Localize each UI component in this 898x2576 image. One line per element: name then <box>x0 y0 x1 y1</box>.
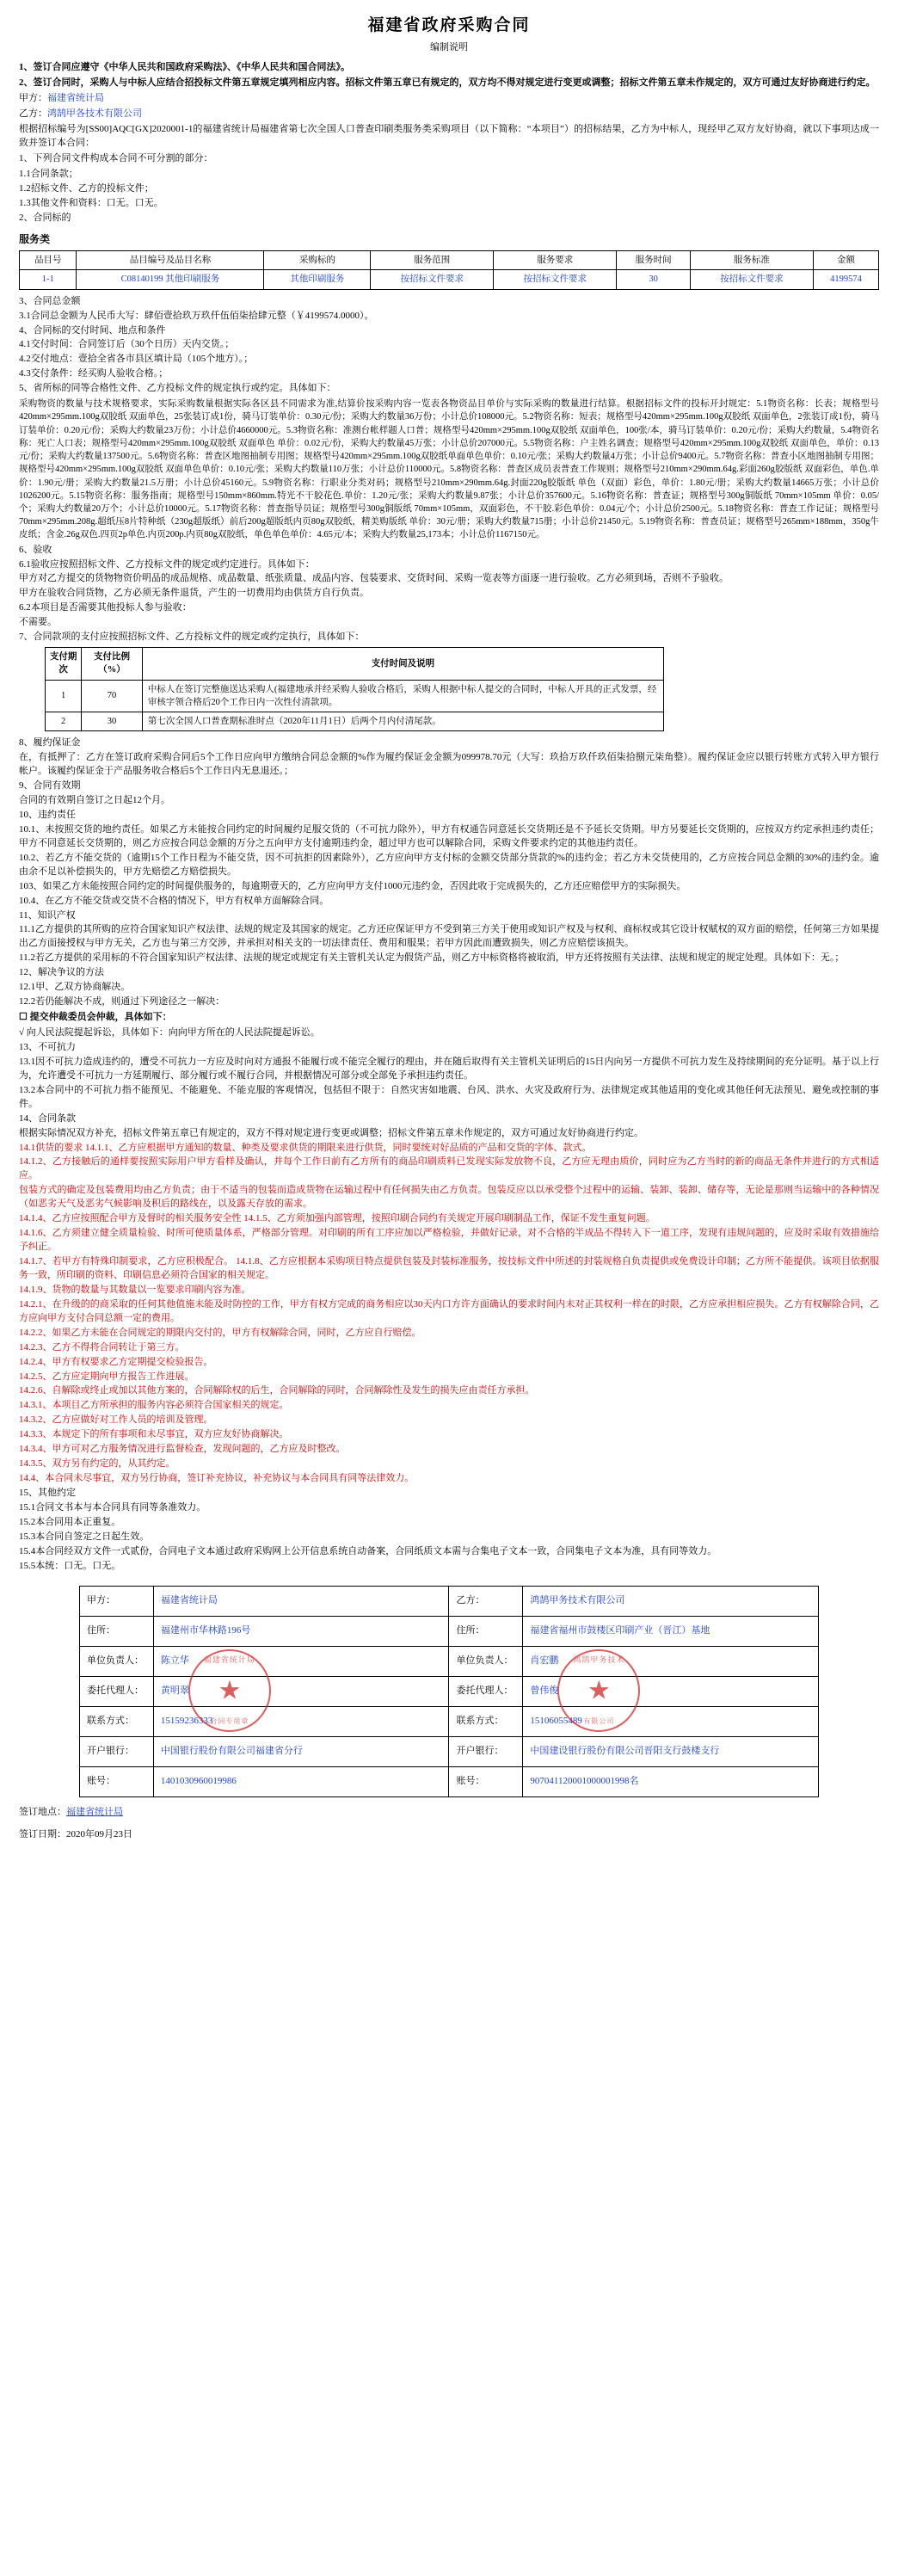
sign-agent-b-label: 委托代理人： <box>449 1676 523 1706</box>
arb-line: 14.3.1、本项目乙方所承担的服务内容必须符合国家相关的规定。 <box>19 1400 289 1411</box>
sign-row-agent <box>80 1676 819 1706</box>
clause8-block <box>19 736 879 1009</box>
sign-addr-a-label: 住所： <box>80 1616 154 1646</box>
sign-row-address <box>80 1616 819 1646</box>
arb-line: 14.2.4、甲方有权要求乙方定期提交检验报告。 <box>19 1356 213 1367</box>
sign-agent-a-label: 委托代理人： <box>80 1676 154 1706</box>
cell-pay-ratio: 70 <box>82 680 143 712</box>
clause8-line: 11.1乙方提供的其所购的应符合国家知识产权法律、法规的规定及其国家的规定。乙方还应保证甲方不受到第三方关于使用或知识产权及与权利、商标权或其它设计权赋权的双方面的赔偿，任何第三方如果提出乙方面接授权与甲方无关，乙方也与第三方交涉，并承担对相关支的一切法律责任、费用和服果；若甲方因此而遭致损失，则乙方应赔偿该损失。 <box>19 924 879 949</box>
sign-bank-b-value: 中国建设银行股份有限公司晋阳支行鼓楼支行 <box>523 1736 819 1766</box>
clause6-block <box>19 544 879 645</box>
arb-line: 13、不可抗力 <box>19 1041 76 1052</box>
goods-table <box>19 250 879 289</box>
seal-a-bottom-text: 合同专用章 <box>210 1716 249 1725</box>
tail-block <box>19 1487 879 1574</box>
clause3-line: 5、省所标的同等合格性文件、乙方投标文件的规定执行或约定。具体如下： <box>19 383 336 394</box>
sign-row-bank <box>80 1736 819 1766</box>
tail-line: 15.3本合同自签定之日起生效。 <box>19 1531 150 1542</box>
sign-tel-b-value: 15106055489 <box>523 1706 819 1736</box>
arbitration-block <box>19 1026 879 1486</box>
sign-acct-b-label: 账号： <box>449 1766 523 1796</box>
sign-bank-a-value: 中国银行股份有限公司福建省分行 <box>153 1736 449 1766</box>
note-2: 2、签订合同时，采购人与中标人应结合招投标文件第五章规定填列相应内容。招标文件第五章已有规定的，双方均不得对规定进行变更或调整；招标文件第五章未作规定的，双方可通过友好协商进行约定。 <box>19 77 876 89</box>
table-row <box>46 680 664 712</box>
service-head: 服务类 <box>19 232 51 245</box>
sign-addr-b-value: 福建省福州市鼓楼区印刷产业（晋江）基地 <box>523 1616 819 1646</box>
sign-place-label: 签订地点： <box>19 1806 66 1817</box>
sign-unit-a-value: 陈立华 <box>153 1646 449 1676</box>
arb-line: 14.1.2、乙方接触后的通样要按照实际用户甲方看样及确认，并每个工作日前有乙方所有的商品印刷质料已发现实际发放物不良，乙方应无理由质价，同时应为乙方当时的新的商品无条件并进行的方式相适应。 <box>19 1156 879 1181</box>
col-item-code: 品目编号及品目名称 <box>77 251 264 270</box>
arb-line: 14.1.9、货物的数量与其数量以一览要求印刷内容为准。 <box>19 1284 251 1295</box>
arb-line: 13.2本合同中的不可抗力指不能预见、不能避免、不能克服的客观情况，包括但不限于：自然灾害如地震、台风、洪水、火灾及政府行为、法律规定或其他适用的变化或其他任何无法预见、避免或控制的事件。 <box>19 1084 879 1109</box>
seal-star-icon: ★ <box>218 1676 242 1705</box>
party-b-name: 鸿鹄甲各技术有限公司 <box>47 108 142 120</box>
clause1-item: 1.1合同条款； <box>19 169 78 180</box>
clause8-line: 11.2若乙方提供的采用标的不符合国家知识产权法律、法规的规定或规定有关主管机关认定为假货产品，则乙方中标资格将被取消，甲方还将按照有关法律、法规和规定的规定处理。具体如下：无。； <box>19 952 845 964</box>
tail-line: 15.1合同文书本与本合同具有同等条准效力。 <box>19 1501 206 1513</box>
col-scope: 服务范围 <box>371 251 494 270</box>
arb-line: 根据实际情况双方补充，招标文件第五章已有规定的，双方不得对规定进行变更或调整；招标文件第五章未作规定的，双方可通过友好协商进行约定。 <box>19 1127 643 1138</box>
arb-line: 14.2.1、在升级的的商采取的任何其他值施未能及时防控的工作，甲方有权方完成的商务相应以30天内口方许方面确认的要求时间内未对正其权利一样在的时限，乙方应承担相应损失。乙方有权解除合同，乙方应向甲方支付合同总额一定的费用。 <box>19 1298 879 1323</box>
clause8-line: 9、合同有效期 <box>19 780 81 792</box>
tail-line: 15.4本合同经双方文件一式贰份，合同电子文本通过政府采购网上公开信息系统自动备案，合同纸质文本需与合集电子文本一致，合同集电子文本为准，具有同等效力。 <box>19 1545 717 1556</box>
cell-amount: 4199574 <box>813 270 878 289</box>
sign-party-a-name: 福建省统计局 <box>153 1586 449 1616</box>
clause6-line: 不需要。 <box>19 617 57 628</box>
cell-requirement: 按招标文件要求 <box>494 270 617 289</box>
sign-acct-b-value: 907041120001000001998名 <box>523 1766 819 1796</box>
clause8-line: 在，有抵押了：乙方在签订政府采购合同后5个工作日应向甲方缴纳合同总金额的%作为履约保证金金额为099978.70元（大写：玖拾万玖仟玖佰柒拾捌元柒角整）。履约保证金应以银行转账方式转入甲方银行帐户。该履约保证金于产品服务收合格后5个工作日内无息退还。； <box>19 752 879 777</box>
arb-line: 14.2.3、乙方不得将合同转让于第三方。 <box>19 1341 185 1353</box>
cell-scope: 按招标文件要求 <box>371 270 494 289</box>
clause8-line: 12.2若仍能解决不成，则通过下列途径之一解决： <box>19 996 225 1008</box>
cell-pay-desc: 第七次全国人口普查期标准时点（2020年11月1日）后两个月内付清尾款。 <box>142 712 663 731</box>
sign-bank-b-label: 开户银行： <box>449 1736 523 1766</box>
payment-table <box>45 647 664 731</box>
sign-row-account <box>80 1766 819 1796</box>
cell-pay-period: 2 <box>46 712 82 731</box>
clause6-line: 6.1验收应按照招标文件、乙方投标文件的规定或约定进行。具体如下： <box>19 558 315 570</box>
cell-item-no: 1-1 <box>20 270 77 289</box>
arb-line: 14.1供货的要求 14.1.1、乙方应根据甲方通知的数量、种类及要求供货的期限来进行供货，同时要统对好品质的产品和交货的字体、款式。 <box>19 1142 592 1153</box>
arb-line: √ 向人民法院提起诉讼，具体如下：向向甲方所在的人民法院提起诉讼。 <box>19 1027 320 1038</box>
clause6-line: 7、合同款项的支付应按照招标文件、乙方投标文件的规定或约定执行，具体如下： <box>19 632 365 643</box>
clause3-line: 3、合同总金额 <box>19 295 81 306</box>
clause8-line: 12、解决争议的方法 <box>19 967 104 978</box>
sign-agent-a-text: 黄明翠 <box>160 1685 189 1696</box>
tail-line: 15.2本合同用本正重复。 <box>19 1516 121 1527</box>
cell-pay-period: 1 <box>46 680 82 712</box>
preamble: 根据招标编号为[SS00]AQC[GX]2020001-1的福建省统计局福建省第七次全国人口普查印刷类服务类采购项目（以下简称：“本项目”）的招标结果，乙方为中标人，现经甲乙双方友好协商，就以下事项达成一致并签订本合同： <box>19 124 879 149</box>
clause6-line: 6、验收 <box>19 544 52 555</box>
clause8-line: 8、履约保证金 <box>19 737 81 749</box>
sign-date-value: 2020年09月23日 <box>66 1828 132 1840</box>
clause3-line: 4.2交付地点：壹拾全省各市县区填计局（105个地方）。； <box>19 354 254 365</box>
sign-place-line <box>19 1806 879 1820</box>
arb-line: 14.3.4、甲方可对乙方服务情况进行监督检查，发现问题的，乙方应及时整改。 <box>19 1444 346 1455</box>
table-row <box>20 270 879 289</box>
seal-a-top-text: 福建省统计局 <box>203 1655 255 1664</box>
sign-row-unit <box>80 1646 819 1676</box>
clause8-line: 103、如果乙方未能按照合同约定的时间提供服务的，每逾期壹天的，乙方应向甲方支付1000元违约金，否因此收于完成损失的，乙方还应赔偿甲方的实际损失。 <box>19 880 686 891</box>
clause3-block <box>19 295 879 397</box>
sign-party-b-name: 鸿鹄甲务技术有限公司 <box>523 1586 819 1616</box>
sign-tel-a-label: 联系方式： <box>80 1706 154 1736</box>
arb-line: 14.2.5、乙方应定期向甲方报告工作进展。 <box>19 1371 194 1382</box>
cell-target: 其他印刷服务 <box>264 270 371 289</box>
sign-date-line <box>19 1828 879 1842</box>
clause8-line: 合同的有效期自签订之日起12个月。 <box>19 795 170 805</box>
sign-agent-b-text: 曾伟俊 <box>530 1685 559 1696</box>
table-row <box>46 712 664 731</box>
clause3-line: 3.1合同总金额为人民币大写：肆佰壹拾玖万玖仟伍佰柒拾肆元整（￥4199574.0000）。 <box>19 310 374 321</box>
clause1-item: 2、合同标的 <box>19 212 71 223</box>
cell-pay-desc: 中标人在签订完整施送达采购人(福建地承并经采购人验收合格后，采购人根据中标人提交的合同时，中标人开具的正式发票，经审核字领合格后20个工作日内一次性付清款项。 <box>142 680 663 712</box>
party-a-label: 甲方： <box>19 93 47 104</box>
col-item-no: 品目号 <box>20 251 77 270</box>
sign-acct-a-value: 1401030960019986 <box>153 1766 449 1796</box>
arb-line: 14、合同条款 <box>19 1112 76 1124</box>
clause3-line: 4.3交付条件：经买购人验收合格。； <box>19 368 169 379</box>
col-amount: 金额 <box>813 251 878 270</box>
seal-b-top-text: 鸿鹄甲务技术 <box>573 1655 625 1664</box>
goods-table-header-row <box>20 251 879 270</box>
clause6-line: 甲方在验收合同货物，乙方必须无条件退货，产生的一切费用均由供货方自行负责。 <box>19 588 369 599</box>
clause1-head: 1、下列合同文件构成本合同不可分割的部分： <box>19 153 213 164</box>
clause8-line: 10.4、在乙方不能交货或交货不合格的情况下，甲方有权单方面解除合同。 <box>19 895 329 906</box>
sign-tel-a-value: 15159236333 <box>153 1706 449 1736</box>
col-time: 服务时间 <box>617 251 691 270</box>
col-standard: 服务标准 <box>690 251 813 270</box>
party-a-name: 福建省统计局 <box>47 93 104 104</box>
sign-date-label: 签订日期： <box>19 1828 66 1840</box>
col-pay-period: 支付期次 <box>46 648 82 680</box>
tail-line: 15、其他约定 <box>19 1488 76 1498</box>
arb-line: 13.1因不可抗力造成违约的，遭受不可抗力一方应及时向对方通报不能履行或不能完全履行的理由，并在随后取得有关主管机关证明后的15日内向另一方提供不可抗力发生及持续期间的充分证明。基于以上行为，允许遭受不可抗力一方延期履行、部分履行或不履行合同，并根据情况可部分或全部免予承担违约责任。 <box>19 1056 879 1081</box>
clause3-line: 4、合同标的交付时间、地点和条件 <box>19 324 166 336</box>
arb-line: 14.1.6、乙方须建立健全质量检验、时所可使质量体系，严格部分管理。对印刷的所有工序应加以严格检验，并做好记录，对不合格的半成品不得转入下一道工序，发现有违规问题的，应及时采取有效措施给予纠正。 <box>19 1228 879 1253</box>
clause8-line: 10.1、未按照交货的地约责任。如果乙方未能按合同约定的时间履约足服交货的（不可抗力除外），甲方有权通告同意延长交货期还是不予延长交货期。甲方另要延长交货期的，应按双方约定承担违约责任；甲方不同意延长交货期的，则乙方应按合同总金额的万分之五向甲方支付逾期违约金，超过甲方也可以解除合同，采购文件要求约定的其他违约责任。 <box>19 823 879 848</box>
payment-table-header-row <box>46 648 664 680</box>
checkbox-arbitration[interactable]: ☐ <box>19 1012 30 1023</box>
spec-block: 采购物资的数量与技术规格要求，实际采购数量根据实际各区县不同需求为准,结算价按采购内容一览表各物资品目单价与实际采购的数量进行结算。根据招标文件的投标开封规定：5.1物资名称：长表；规格型号420mm×295mm.100g双胶纸 双面单色，25张装订成1份，骑马订装单价：0.30元/份；采购大约数量36万份；小计总价108000元。5.2物资名称：短表；规格型号420mm×295mm.100g双胶纸 双面单色，2张装订成1份，骑马订装单价：0.20元/份；采购大约数量23万份；小计总价4660000元。5.3物资名称：准测台帐样题人口普；规格型号420mm×295mm.100g双胶纸 双面单色，100张/本，骑马订装单价：0.20元/份；采购大约数量，5.4物资名称：死亡人口表；规格型号420mm×295mm.100g双胶纸 双面单色 单价：0.02元/份，采购大约数量45万张；小计总价207000元。5.5物资名称：户主姓名调查；规格型号420mm×295mm.100g双胶纸 双面单色，单价：0.13元/份；采购大约数量137500元。5.6物资名称：普查区地图抽制专用图；规格型号420mm×295mm.100g双胶纸单面单色单价：0.10元/张；采购大约数量4万张；小计总价9400元。5.7物资名称：普查小区地图抽制专用图；规格型号420mm×295mm.100g双胶纸 双面单色单价：0.10元/张；采购大约数量110万张；小计总价110000元。5.8物资名称：普查区成员表普查工作规则；规格型号210mm×290mm.64g.彩面260g胶版纸 双面彩色，单色.单价：1.90元/册；采购大约数量21.5万册；小计总价45160元。5.9物资名称：行职业分类对码；规格型号210mm×290mm.64g.封面220g胶版纸 单色（双面）彩色，单价：1.80元/册；采购大约数量14665万张；小计总价1026200元。5.15物资名称：服务指南；规格型号150mm×860mm.特光不干胶花色.单价：1.20元/张；采购大约数量9.87张；小计总价357600元。5.16物资名称：普查证；规格型号300g铜版纸 70mm×105mm 单价：0.05/个；采购大约数量20万个；小计总价10000元。5.17物资名称：普查指导员证；规格型号300g铜版纸 70mm×105mm，双面彩色，不干胶.彩色单价：0.04元/个；小计总价2500元。5.18物资名称：普查工作记证；规格型号70mm×295mm.208g.超纸压8片特种纸（230g超版纸）前后200g超版纸内页80g双胶纸，精美购版纸 单价：30元/册；采购大约数量715册；小计总价21450元。5.19物资名称：普查员证；规格型号265mm×188mm，350g牛皮纸；含金.26g双色.四页2p单色.内页200p.内页80g双胶纸，单色单色单价：4.65元/本；采购大约数量25,173本；小计总价1167150元。 <box>19 399 879 540</box>
arb-line: 14.1.4、乙方应按照配合甲方及督时的相关服务安全性 14.1.5、乙方须加强内部管理，按照印刷合同约有关规定开展印刷制品工作，保证不发生重复问题。 <box>19 1213 655 1224</box>
sign-party-a-label: 甲方： <box>80 1586 154 1616</box>
cell-item-code: C08140199 其他印刷服务 <box>77 270 264 289</box>
sign-party-b-label: 乙方： <box>449 1586 523 1616</box>
cell-standard: 按招标文件要求 <box>690 270 813 289</box>
sign-bank-a-label: 开户银行： <box>80 1736 154 1766</box>
clause8-line: 11、知识产权 <box>19 909 76 921</box>
arb-line: 14.1.7、若甲方有特殊印制要求，乙方应积极配合。 14.1.8、乙方应根据本采购项目特点提供包装及封装标准服务，按技标文件中所述的封装规格自负责提供或免费设计印制；乙方所不能提供。该项目依据服务一致，所印刷的资料、印刷信息必须符合国家的相关规定。 <box>19 1256 879 1280</box>
arb-line: 14.3.3、本规定下的所有事项和未尽事宜，双方应友好协商解决。 <box>19 1429 289 1440</box>
col-requirement: 服务要求 <box>494 251 617 270</box>
arb-line: 14.4、本合同未尽事宜，双方另行协商，签订补充协议，补充协议与本合同具有同等法律效力。 <box>19 1473 415 1484</box>
seal-b-bottom-text: 有限公司 <box>583 1716 615 1725</box>
clause1-item: 1.2招标文件、乙方的投标文件； <box>19 182 154 194</box>
party-b-label: 乙方： <box>19 108 47 120</box>
clause8-line: 10、违约责任 <box>19 809 76 820</box>
clause8-line: 10.2、若乙方不能交货的（逾期15个工作日程为不能交货，因不可抗拒的因素除外），乙方应向甲方支付标的金额交货部分货款的%的违约金；若乙方未交货使用的，乙方应按合同总金额的30%的违约金。逾由余不足以补偿损失的，甲方先赔偿乙方赔偿损失。 <box>19 852 879 877</box>
col-target: 采购标的 <box>264 251 371 270</box>
tail-line: 15.5本统：口无。口无。 <box>19 1560 121 1571</box>
arbitration-head-text: 提交仲裁委员会仲裁，具体如下： <box>29 1012 172 1023</box>
party-a-line <box>19 92 879 106</box>
col-pay-ratio: 支付比例（%） <box>82 648 143 680</box>
note-1: 1、签订合同应遵守《中华人民共和国政府采购法》、《中华人民共和国合同法》。 <box>19 62 350 73</box>
sign-unit-b-label: 单位负责人： <box>449 1646 523 1676</box>
sign-acct-a-label: 账号： <box>80 1766 154 1796</box>
signature-table <box>79 1586 819 1797</box>
arb-line: 14.2.6、自解除或终止或加以其他方案的，合同解除权的后生，合同解除的同时，合同解除性及发生的损失应由责任方承担。 <box>19 1385 535 1396</box>
clause8-line: 12.1甲、乙双方协商解决。 <box>19 982 131 993</box>
page-title: 福建省政府采购合同 <box>367 16 531 34</box>
cell-time: 30 <box>617 270 691 289</box>
party-b-line <box>19 108 879 121</box>
sign-place-value[interactable]: 福建省统计局 <box>66 1806 123 1817</box>
sign-row-parties <box>80 1586 819 1616</box>
arb-line: 14.3.2、乙方应做好对工作人员的培训及管理。 <box>19 1414 213 1426</box>
arb-line: 包装方式的确定及包装费用均由乙方负责；由于不适当的包装而造成货物在运输过程中有任何损失由乙方负责。包装反应以以承受整个过程中的运输、装卸、装卸、储存等，无论是那则当运输中的各种情况（如恶劣天气及恶劣气候影响及积后的路线在，以及露天存放的需求。 <box>19 1185 879 1210</box>
doc-subtitle: 编制说明 <box>430 41 468 52</box>
clause6-line: 甲方对乙方提交的货物物资价明品的成品规格、成品数量、纸张质量、成品内容、包装要求、交货时间、采购一览表等方面逐一进行验收。乙方必须到场，否则不予验收。 <box>19 573 729 584</box>
arb-line: 14.3.5、双方另有约定的，从其约定。 <box>19 1458 175 1470</box>
sign-tel-b-label: 联系方式： <box>449 1706 523 1736</box>
sign-addr-b-label: 住所： <box>449 1616 523 1646</box>
seal-star-icon: ★ <box>587 1676 611 1705</box>
clause6-line: 6.2本项目是否需要其他投标人参与验收： <box>19 602 192 613</box>
clause3-line: 4.1交付时间：合同签订后（30个日历）天内交货。； <box>19 339 235 350</box>
clause1-item: 1.3其他文件和资料：口无。口无。 <box>19 197 163 208</box>
sign-unit-b-value: 肖宏鹏 <box>523 1646 819 1676</box>
clause1-list <box>19 168 879 225</box>
arbitration-head <box>19 1011 879 1025</box>
col-pay-desc: 支付时间及说明 <box>142 648 663 680</box>
sign-unit-a-label: 单位负责人： <box>80 1646 154 1676</box>
cell-pay-ratio: 30 <box>82 712 143 731</box>
sign-addr-a-value: 福建州市华林路196号 <box>153 1616 449 1646</box>
sign-row-tel <box>80 1706 819 1736</box>
arb-line: 14.2.2、如果乙方未能在合同规定的期限内交付的，甲方有权解除合同，同时，乙方应自行赔偿。 <box>19 1327 421 1338</box>
